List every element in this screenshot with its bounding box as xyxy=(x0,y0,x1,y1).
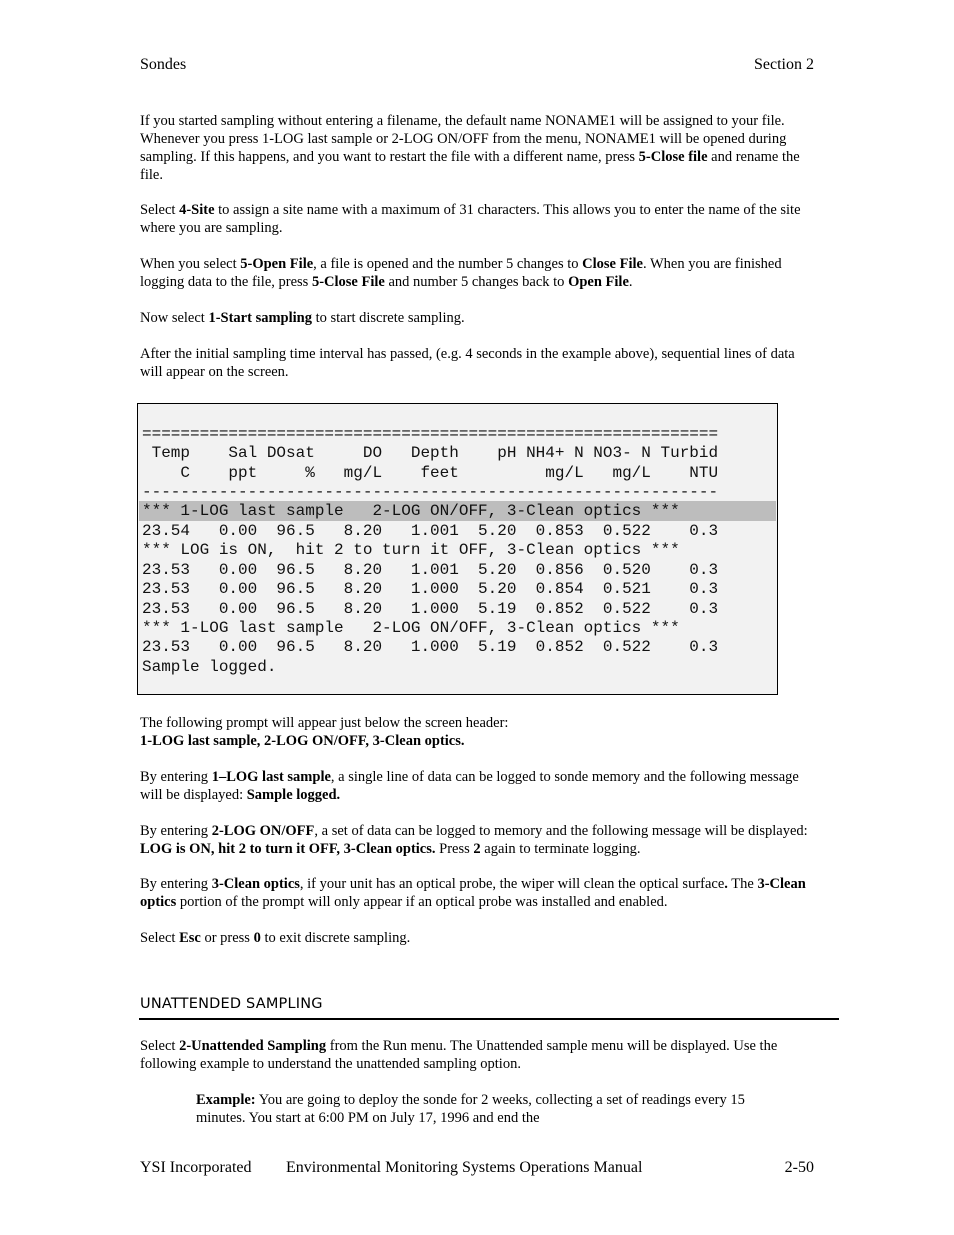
text: to assign a site name with a maximum of 31 characters. This allows you to enter the name of the site where you are sampling. xyxy=(140,202,801,236)
paragraph-start-sampling xyxy=(140,309,820,327)
text: again to terminate logging. xyxy=(480,841,641,857)
bold-text: Close File xyxy=(582,256,643,272)
text: to start discrete sampling. xyxy=(311,310,465,326)
bold-text: 2 xyxy=(473,841,481,857)
bold-text: 5-Close File xyxy=(311,274,385,290)
terminal-line: 23.53 0.00 96.5 8.20 1.000 5.19 0.852 0.522 0.3 xyxy=(142,638,719,656)
paragraph-default-filename xyxy=(140,112,820,184)
text: When you select xyxy=(140,256,241,272)
text: or press xyxy=(200,930,254,946)
terminal-line: *** 1-LOG last sample 2-LOG ON/OFF, 3-Clean optics *** xyxy=(142,619,680,637)
text: Select xyxy=(140,930,180,946)
paragraph-unattended xyxy=(140,1037,820,1073)
bold-text: . xyxy=(724,876,728,892)
terminal-line: *** LOG is ON, hit 2 to turn it OFF, 3-Clean optics *** xyxy=(142,541,680,559)
bold-text: Esc xyxy=(179,930,201,946)
text: After the initial sampling time interval has passed, (e.g. 4 seconds in the example above), sequential lines of data will appear on the screen. xyxy=(140,346,795,380)
bold-text: Example: xyxy=(196,1092,256,1108)
bold-text: Open File xyxy=(568,274,629,290)
text: Select xyxy=(140,1038,180,1054)
terminal-line: 23.53 0.00 96.5 8.20 1.000 5.19 0.852 0.522 0.3 xyxy=(142,600,719,618)
text: You are going to deploy the sonde for 2 weeks, collecting a set of readings every 15 minutes. You start at 6:00 PM on July 17, 1996 and end the xyxy=(196,1092,745,1126)
bold-text: 5-Close file xyxy=(638,149,708,165)
text: Press xyxy=(435,841,474,857)
section-title: UNATTENDED SAMPLING xyxy=(140,996,323,1012)
footer-manual: Environmental Monitoring Systems Operations Manual xyxy=(286,1159,643,1176)
bold-text: 4-Site xyxy=(179,202,215,218)
terminal-line: 23.53 0.00 96.5 8.20 1.001 5.20 0.856 0.520 0.3 xyxy=(142,561,719,579)
text: The following prompt will appear just below the screen header: xyxy=(140,715,509,731)
footer-company: YSI Incorporated xyxy=(140,1159,252,1176)
terminal-line: ------------------------------------------------------------ xyxy=(142,483,719,501)
bold-text: 1-Start sampling xyxy=(208,310,312,326)
text: , a single line of data can be logged to sonde memory and the following message will be displayed: xyxy=(140,769,799,803)
bold-text: 1–LOG last sample xyxy=(211,769,331,785)
header-right: Section 2 xyxy=(754,56,814,73)
paragraph-site xyxy=(140,201,820,237)
paragraph-log-on-off xyxy=(140,822,820,858)
paragraph-prompt xyxy=(140,714,820,750)
footer-page-number: 2-50 xyxy=(784,1159,814,1176)
bold-text: 2-LOG ON/OFF xyxy=(211,823,315,839)
text: The xyxy=(727,876,758,892)
text: Now select xyxy=(140,310,209,326)
bold-text: 2-Unattended Sampling xyxy=(179,1038,327,1054)
terminal-line: 23.54 0.00 96.5 8.20 1.001 5.20 0.853 0.522 0.3 xyxy=(142,522,719,540)
text: Select xyxy=(140,202,180,218)
paragraph-clean-optics xyxy=(140,875,820,911)
bold-text: 1-LOG last sample, 2-LOG ON/OFF, 3-Clean optics. xyxy=(140,733,465,749)
paragraph-example xyxy=(196,1091,756,1127)
bold-text: 5-Open File xyxy=(240,256,314,272)
section-rule xyxy=(139,1018,839,1020)
terminal-line: 23.53 0.00 96.5 8.20 1.000 5.20 0.854 0.521 0.3 xyxy=(142,580,719,598)
text: . xyxy=(628,274,633,290)
bold-text: 3-Clean optics xyxy=(211,876,300,892)
terminal-line: Temp Sal DOsat DO Depth pH NH4+ N NO3- N Turbid xyxy=(142,444,719,462)
text: . When you are finished logging data to the file, press xyxy=(140,256,782,290)
text: By entering xyxy=(140,823,212,839)
text: and rename the file. xyxy=(140,149,800,183)
terminal-line: C ppt % mg/L feet mg/L mg/L NTU xyxy=(142,464,719,482)
text: , if your unit has an optical probe, the wiper will clean the optical surface xyxy=(299,876,725,892)
paragraph-open-file xyxy=(140,255,820,291)
text: , a file is opened and the number 5 changes to xyxy=(313,256,583,272)
paragraph-sequential-lines xyxy=(140,345,820,381)
text: from the Run menu. The Unattended sample menu will be displayed. Use the following example to understand the unattended sampling option. xyxy=(140,1038,778,1072)
bold-text: LOG is ON, hit 2 to turn it OFF, 3-Clean optics. xyxy=(140,841,436,857)
text: By entering xyxy=(140,769,212,785)
terminal-line: *** 1-LOG last sample 2-LOG ON/OFF, 3-Clean optics *** xyxy=(142,502,680,520)
text: By entering xyxy=(140,876,212,892)
header-left: Sondes xyxy=(140,56,187,73)
text: If you started sampling without entering a filename, the default name NONAME1 will be assigned to your file. Whenever you press 1-LOG last sample or 2-LOG ON/OFF from the menu, NONAME1 will be opened during sampling. If this happens, and you want to restart the file with a different name, press xyxy=(140,113,787,165)
bold-text: 0 xyxy=(253,930,261,946)
text: and number 5 changes back to xyxy=(384,274,569,290)
paragraph-exit xyxy=(140,929,820,947)
bold-text: 3-Clean optics xyxy=(140,876,806,910)
terminal-line: ============================================================ xyxy=(142,425,719,443)
bold-text: Sample logged. xyxy=(246,787,341,803)
text: portion of the prompt will only appear if an optical probe was installed and enabled. xyxy=(176,894,668,910)
text: to exit discrete sampling. xyxy=(260,930,411,946)
text: , a set of data can be logged to memory and the following message will be displayed: xyxy=(314,823,808,839)
terminal-screen xyxy=(137,403,778,695)
terminal-line: Sample logged. xyxy=(142,658,277,676)
paragraph-log-last-sample xyxy=(140,768,820,804)
